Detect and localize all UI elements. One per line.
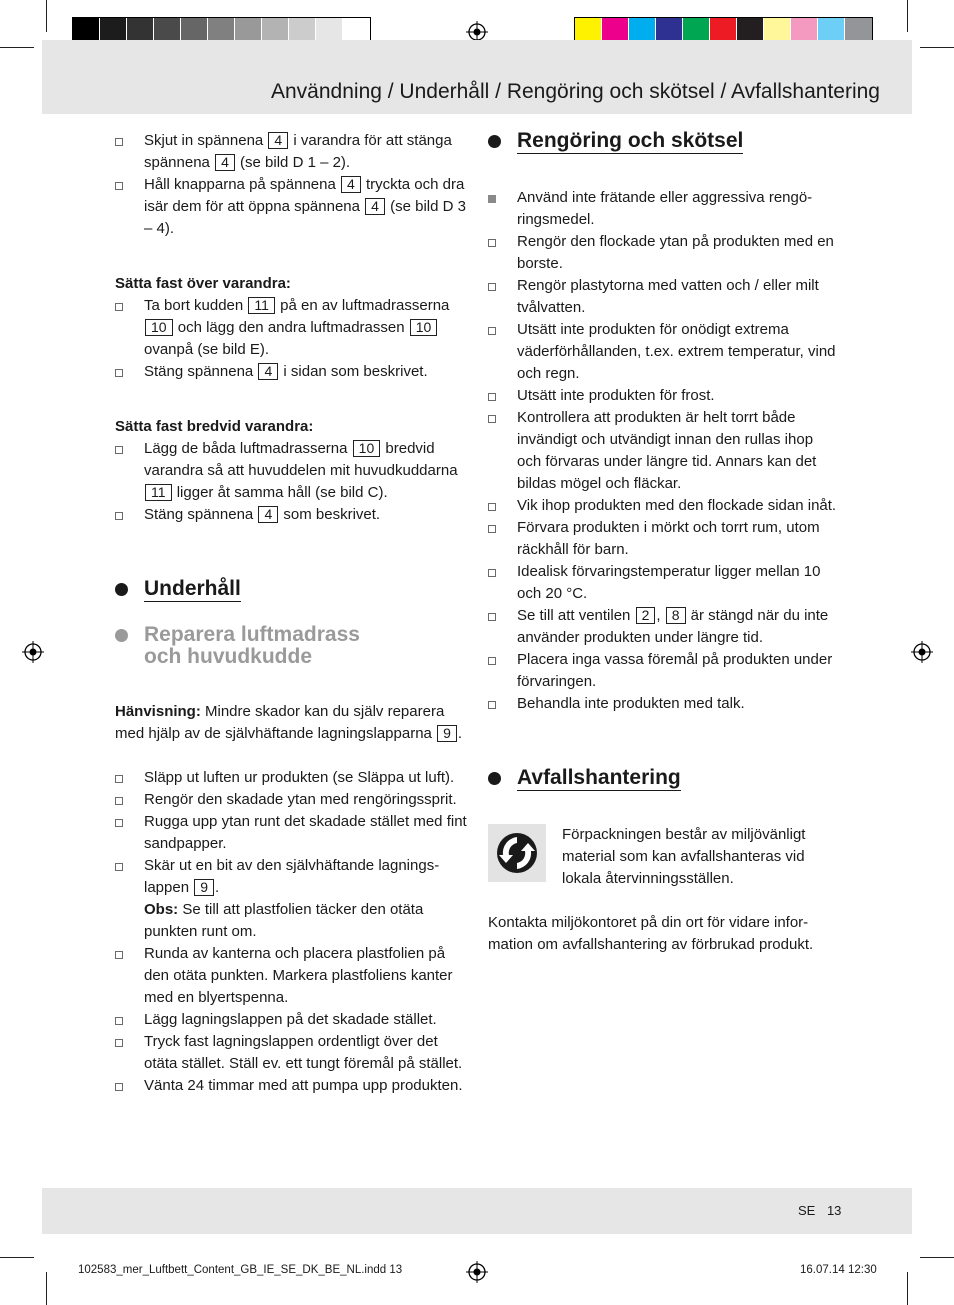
bullet-dot-icon xyxy=(115,629,128,642)
list-item: Skjut in spännena 4 i varandra för att stänga spännena 4 (se bild D 1 – 2). xyxy=(115,130,467,174)
list-item: Förvara produkten i mörkt och torrt rum, utom räckhåll för barn. xyxy=(488,517,840,561)
checkbox-bullet-icon xyxy=(488,393,496,401)
file-slug: 102583_mer_Luftbett_Content_GB_IE_SE_DK_BE_NL.indd 13 xyxy=(78,1264,403,1276)
warning-bullet-icon xyxy=(488,195,496,203)
list-item: Rengör plastytorna med vatten och / eller milt tvålvatten. xyxy=(488,275,840,319)
checkbox-bullet-icon xyxy=(488,525,496,533)
list-item: Håll knapparna på spännena 4 tryckta och dra isär dem för att öppna spännena 4 (se bild D 3 – 4). xyxy=(115,174,467,240)
part-ref: 10 xyxy=(353,440,381,457)
checkbox-bullet-icon xyxy=(115,797,123,805)
list-item-warning: Använd inte frätande eller aggressiva rengö-ringsmedel. xyxy=(488,187,840,231)
list-item: Runda av kanterna och placera plastfolien på den otäta punkten. Markera plastfoliens kanter med en blyertspenna. xyxy=(115,943,467,1009)
checkbox-bullet-icon xyxy=(488,701,496,709)
list-item: Skär ut en bit av den självhäftande lagnings-lappen 9 . Obs: Se till att plastfolien täcker den otäta punkten runt om. xyxy=(115,855,467,943)
list-item: Rengör den flockade ytan på produkten med en borste. xyxy=(488,231,840,275)
checkbox-bullet-icon xyxy=(115,303,123,311)
list-item: Utsätt inte produkten för frost. xyxy=(488,385,840,407)
part-ref: 4 xyxy=(365,198,385,215)
crop-mark xyxy=(0,1257,34,1258)
buckle-instructions xyxy=(115,130,467,240)
part-ref: 10 xyxy=(410,319,438,336)
part-ref: 9 xyxy=(437,725,457,742)
part-ref: 2 xyxy=(636,607,656,624)
list-item: Behandla inte produkten med talk. xyxy=(488,693,840,715)
part-ref: 8 xyxy=(666,607,686,624)
crop-mark xyxy=(907,0,908,32)
cleaning-instructions xyxy=(488,187,840,715)
crop-mark xyxy=(46,1272,47,1305)
list-item: Utsätt inte produkten för onödigt extrema väderförhållanden, t.ex. extrem temperatur, vind och regn. xyxy=(488,319,840,385)
section-heading-repair: Reparera luftmadrass och huvudkudde xyxy=(115,624,467,668)
subheading-side-by-side: Sätta fast bredvid varandra: xyxy=(115,418,314,435)
side-instructions xyxy=(115,438,467,526)
list-item: Tryck fast lagningslappen ordentligt över det otäta stället. Ställ ev. ett tungt föremål på stället. xyxy=(115,1031,467,1075)
checkbox-bullet-icon xyxy=(115,446,123,454)
part-ref: 10 xyxy=(145,319,173,336)
checkbox-bullet-icon xyxy=(488,239,496,247)
section-heading-maintenance: Underhåll xyxy=(115,578,467,602)
checkbox-bullet-icon xyxy=(488,569,496,577)
list-item: Se till att ventilen 2 , 8 är stängd när du inte använder produkten under längre tid. xyxy=(488,605,840,649)
checkbox-bullet-icon xyxy=(115,951,123,959)
crop-mark xyxy=(920,47,954,48)
list-item: Vik ihop produkten med den flockade sidan inåt. xyxy=(488,495,840,517)
part-ref: 9 xyxy=(194,879,214,896)
bullet-dot-icon xyxy=(488,772,501,785)
crop-mark xyxy=(46,0,47,32)
registration-mark-icon xyxy=(911,641,933,663)
section-heading-cleaning: Rengöring och skötsel xyxy=(488,130,840,154)
checkbox-bullet-icon xyxy=(488,613,496,621)
list-item: Vänta 24 timmar med att pumpa upp produkten. xyxy=(115,1075,467,1097)
print-date: 16.07.14 12:30 xyxy=(800,1264,877,1276)
checkbox-bullet-icon xyxy=(115,1083,123,1091)
repair-steps xyxy=(115,767,467,1097)
checkbox-bullet-icon xyxy=(488,415,496,423)
page-title: Användning / Underhåll / Rengöring och skötsel / Avfallshantering xyxy=(271,80,880,103)
part-ref: 4 xyxy=(268,132,288,149)
list-item: Stäng spännena 4 i sidan som beskrivet. xyxy=(115,361,467,383)
part-ref: 4 xyxy=(341,176,361,193)
crop-mark xyxy=(920,1257,954,1258)
crop-mark xyxy=(907,1272,908,1305)
repair-note: Hänvisning: Mindre skador kan du själv reparera med hjälp av de självhäftande lagningslapparna 9 . xyxy=(115,703,463,742)
checkbox-bullet-icon xyxy=(115,819,123,827)
checkbox-bullet-icon xyxy=(115,775,123,783)
part-ref: 4 xyxy=(258,363,278,380)
list-item: Rengör den skadade ytan med rengöringssprit. xyxy=(115,789,467,811)
registration-mark-icon xyxy=(466,1261,488,1283)
checkbox-bullet-icon xyxy=(488,283,496,291)
packaging-disposal xyxy=(488,824,840,890)
right-column xyxy=(488,130,840,956)
list-item: Lägg de båda luftmadrasserna 10 bredvid varandra så att huvuddelen mit huvudkuddarna 11 ligger åt samma håll (se bild C). xyxy=(115,438,467,504)
checkbox-bullet-icon xyxy=(488,657,496,665)
part-ref: 11 xyxy=(248,297,275,314)
packaging-text: Förpackningen består av miljövänligt material som kan avfallshanteras vid lokala återvinningsställen. xyxy=(562,826,806,887)
left-column xyxy=(115,130,467,1097)
bullet-dot-icon xyxy=(488,135,501,148)
checkbox-bullet-icon xyxy=(115,182,123,190)
checkbox-bullet-icon xyxy=(115,1017,123,1025)
list-item: Lägg lagningslappen på det skadade stället. xyxy=(115,1009,467,1031)
stacked-instructions xyxy=(115,295,467,383)
list-item: Ta bort kudden 11 på en av luftmadrasserna 10 och lägg den andra luftmadrassen 10 ovanpå (se bild E). xyxy=(115,295,467,361)
list-item: Kontrollera att produkten är helt torrt både invändigt och utvändigt innan den rullas ihop och förvaras under längre tid. Annars kan det bildas mögel och fläckar. xyxy=(488,407,840,495)
part-ref: 11 xyxy=(145,484,172,501)
page-number: SE 13 xyxy=(798,1203,842,1218)
checkbox-bullet-icon xyxy=(115,369,123,377)
checkbox-bullet-icon xyxy=(488,327,496,335)
checkbox-bullet-icon xyxy=(115,138,123,146)
subheading-stacked: Sätta fast över varandra: xyxy=(115,275,291,292)
checkbox-bullet-icon xyxy=(115,1039,123,1047)
list-item: Placera inga vassa föremål på produkten under förvaringen. xyxy=(488,649,840,693)
bullet-dot-icon xyxy=(115,583,128,596)
list-item: Rugga upp ytan runt det skadade stället med fint sandpapper. xyxy=(115,811,467,855)
list-item: Släpp ut luften ur produkten (se Släppa ut luft). xyxy=(115,767,467,789)
list-item: Stäng spännena 4 som beskrivet. xyxy=(115,504,467,526)
footer-band xyxy=(42,1188,912,1234)
registration-mark-icon xyxy=(22,641,44,663)
checkbox-bullet-icon xyxy=(115,863,123,871)
part-ref: 4 xyxy=(258,506,278,523)
contact-text: Kontakta miljökontoret på din ort för vidare infor-mation om avfallshantering av förbrukad produkt. xyxy=(488,914,814,953)
checkbox-bullet-icon xyxy=(115,512,123,520)
section-heading-disposal: Avfallshantering xyxy=(488,767,840,791)
crop-mark xyxy=(0,47,34,48)
part-ref: 4 xyxy=(215,154,235,171)
checkbox-bullet-icon xyxy=(488,503,496,511)
list-item: Idealisk förvaringstemperatur ligger mellan 10 och 20 °C. xyxy=(488,561,840,605)
green-dot-recycling-icon xyxy=(488,824,546,882)
